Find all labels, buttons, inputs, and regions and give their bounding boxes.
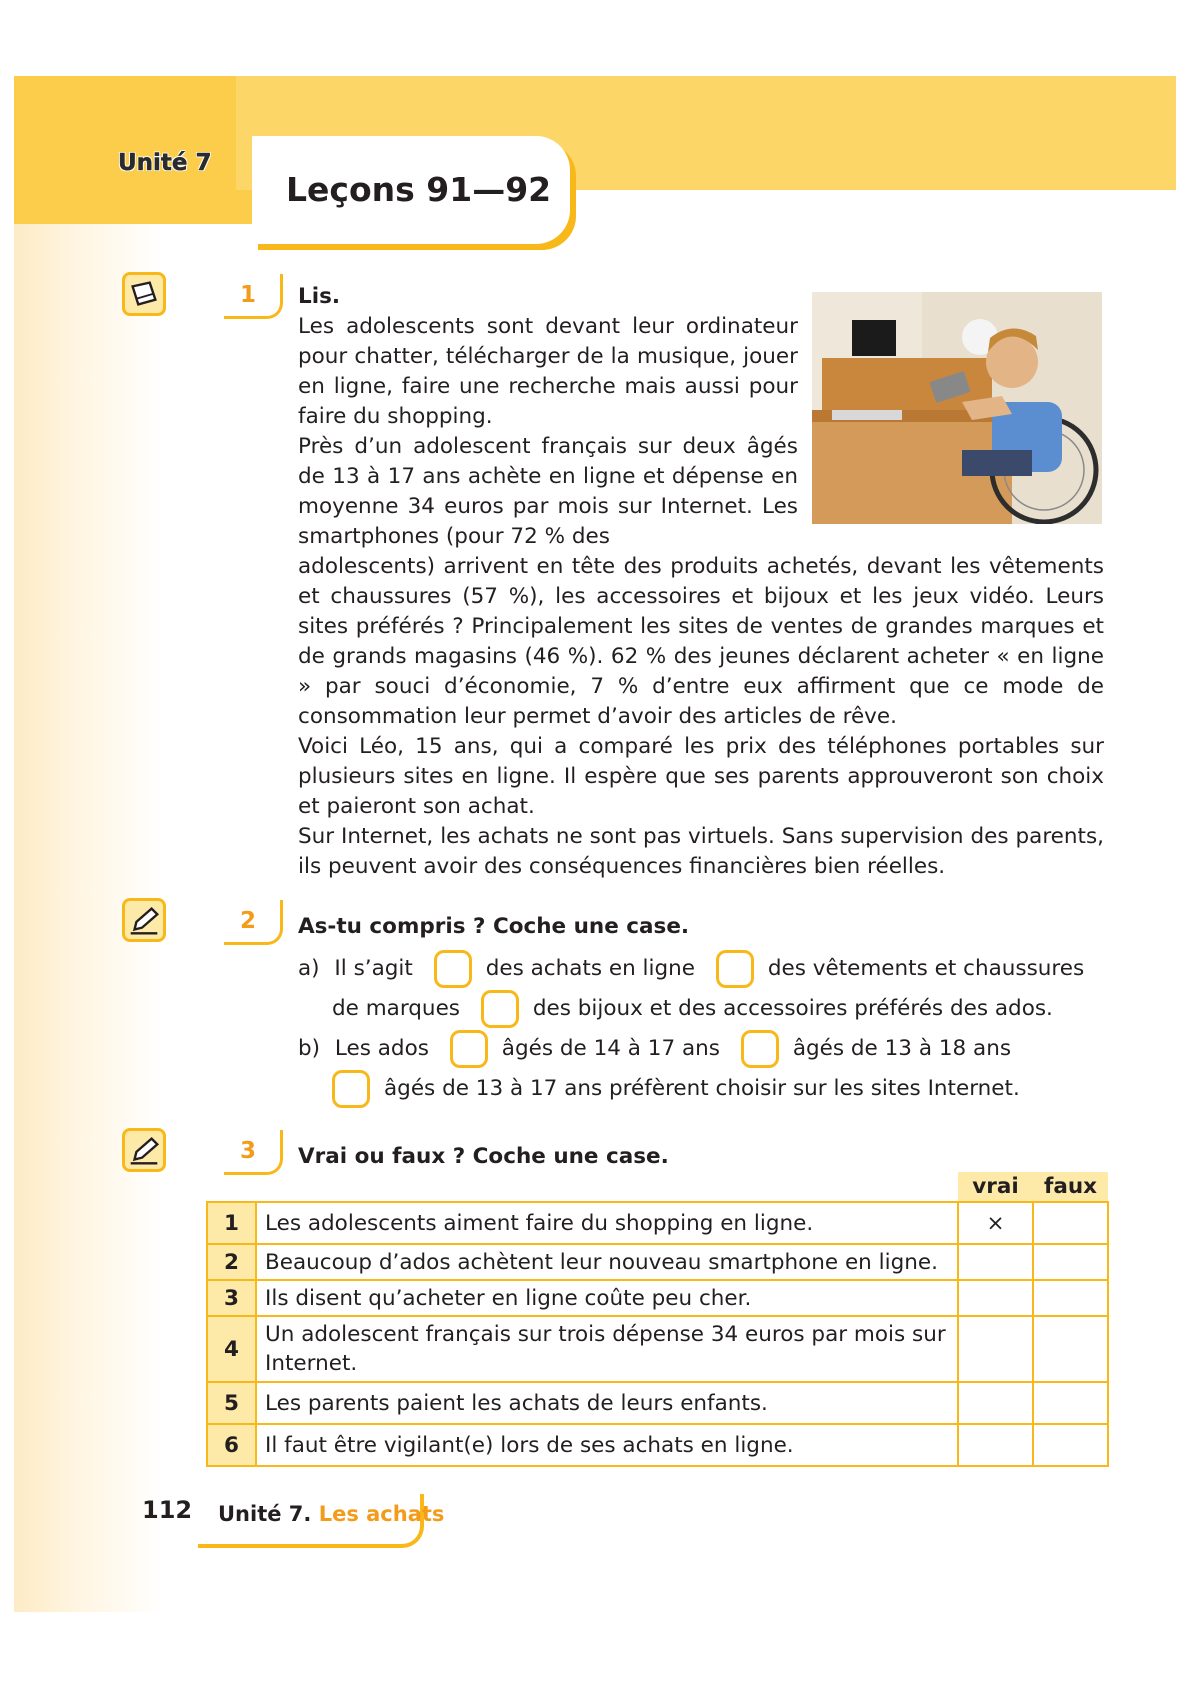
lesson-title: Leçons 91—92 <box>286 170 552 209</box>
pencil-icon <box>122 1128 166 1172</box>
exercise-1-paragraph-1: Les adolescents sont devant leur ordinateur pour chatter, télécharger de la musique, jouer en ligne, faire une recherche mais aussi pour faire du shopping. <box>298 314 798 429</box>
column-header-vrai: vrai <box>958 1172 1033 1202</box>
option-a-3: des bijoux et des accessoires préférés des ados. <box>532 996 1053 1021</box>
question-b-prefix: Les ados <box>334 1036 429 1061</box>
exercise-1-instruction: Lis. <box>298 284 341 309</box>
column-header-faux: faux <box>1033 1172 1108 1202</box>
cell-vrai[interactable] <box>958 1244 1033 1280</box>
option-a-2: des vêtements et chaussures <box>767 956 1085 981</box>
option-a-1: des achats en ligne <box>485 956 695 981</box>
table-row <box>207 1202 1108 1244</box>
page-number: 112 <box>142 1496 193 1524</box>
exercise-2-question-a-line-1 <box>298 950 1118 988</box>
footer-unit-title: Les achats <box>318 1502 445 1526</box>
cell-faux[interactable] <box>1033 1424 1108 1466</box>
cell-vrai[interactable] <box>958 1316 1033 1382</box>
row-statement: Beaucoup d’ados achètent leur nouveau smartphone en ligne. <box>256 1244 958 1280</box>
cell-vrai[interactable] <box>958 1280 1033 1316</box>
option-a-2-continued: de marques <box>332 996 460 1021</box>
row-statement: Il faut être vigilant(e) lors de ses achats en ligne. <box>256 1424 958 1466</box>
true-false-table <box>206 1172 1109 1467</box>
table-row <box>207 1280 1108 1316</box>
question-b-label: b) <box>298 1036 321 1061</box>
checkbox-b-13-17[interactable] <box>332 1070 370 1108</box>
exercise-1-number: 1 <box>240 282 257 308</box>
checkbox-b-13-18[interactable] <box>741 1030 779 1068</box>
row-statement: Un adolescent français sur trois dépense 34 euros par mois sur Internet. <box>256 1316 958 1382</box>
row-statement: Les adolescents aiment faire du shopping en ligne. <box>256 1202 958 1244</box>
question-a-prefix: Il s’agit <box>334 956 413 981</box>
table-row <box>207 1316 1108 1382</box>
exercise-1-paragraph-2-bottom: adolescents) arrivent en tête des produits achetés, devant les vêtements et chaussures (57 %), les accessoires et bijoux et les jeux vidéo. Leurs sites préférés ? Principalement les sites de ventes de grandes marques et de grands magasins (46 %). 62 % des jeunes déclarent acheter « en ligne » par souci d’économie, 7 % d’entre eux affirment que ce mode de consommation leur permet d’avoir des articles de rêve. <box>298 554 1104 729</box>
exercise-3-instruction: Vrai ou faux ? Coche une case. <box>298 1144 669 1169</box>
exercise-3-number: 3 <box>240 1138 257 1164</box>
exercise-2-question-a-line-2 <box>332 990 1122 1028</box>
cell-faux[interactable] <box>1033 1280 1108 1316</box>
footer-unit-label: Unité 7. <box>218 1502 312 1526</box>
cell-vrai[interactable] <box>958 1424 1033 1466</box>
photo-boy-wheelchair-tablet <box>812 292 1102 524</box>
row-number: 4 <box>207 1316 256 1382</box>
exercise-1-paragraph-2-top: Près d’un adolescent français sur deux âgés de 13 à 17 ans achète en ligne et dépense en moyenne 34 euros par mois sur Internet. Les smartphones (pour 72 % des <box>298 434 798 549</box>
checkbox-a-clothes[interactable] <box>716 950 754 988</box>
table-header-row <box>207 1172 1108 1202</box>
exercise-2-instruction: As-tu compris ? Coche une case. <box>298 914 690 939</box>
row-number: 2 <box>207 1244 256 1280</box>
cell-faux[interactable] <box>1033 1382 1108 1424</box>
footer-unit <box>218 1502 444 1526</box>
table-row <box>207 1382 1108 1424</box>
checkbox-b-14-17[interactable] <box>450 1030 488 1068</box>
unit-tab: Unité 7 <box>118 150 212 176</box>
row-number: 6 <box>207 1424 256 1466</box>
checkbox-a-online-purchases[interactable] <box>434 950 472 988</box>
cell-faux[interactable] <box>1033 1202 1108 1244</box>
table-row <box>207 1244 1108 1280</box>
row-number: 1 <box>207 1202 256 1244</box>
exercise-1-paragraph-3: Voici Léo, 15 ans, qui a comparé les prix des téléphones portables sur plusieurs sites en ligne. Il espère que ses parents approuveront son choix et paieront son achat. <box>298 734 1104 819</box>
cell-vrai[interactable] <box>958 1382 1033 1424</box>
book-icon <box>122 272 166 316</box>
exercise-1-paragraph-4: Sur Internet, les achats ne sont pas virtuels. Sans supervision des parents, ils peuvent avoir des conséquences financières bien réelles. <box>298 824 1104 879</box>
row-statement: Ils disent qu’acheter en ligne coûte peu cher. <box>256 1280 958 1316</box>
exercise-2-number: 2 <box>240 908 257 934</box>
option-b-1: âgés de 14 à 17 ans <box>501 1036 720 1061</box>
exercise-2-question-b-line-1 <box>298 1030 1118 1068</box>
option-b-3: âgés de 13 à 17 ans préfèrent choisir sur les sites Internet. <box>384 1076 1020 1101</box>
cell-vrai[interactable]: × <box>958 1202 1033 1244</box>
cell-faux[interactable] <box>1033 1244 1108 1280</box>
option-b-2: âgés de 13 à 18 ans <box>792 1036 1012 1061</box>
cell-faux[interactable] <box>1033 1316 1108 1382</box>
row-number: 5 <box>207 1382 256 1424</box>
table-row <box>207 1424 1108 1466</box>
question-a-label: a) <box>298 956 320 981</box>
row-number: 3 <box>207 1280 256 1316</box>
row-statement: Les parents paient les achats de leurs enfants. <box>256 1382 958 1424</box>
checkbox-a-jewelry[interactable] <box>481 990 519 1028</box>
exercise-2-question-b-line-2 <box>318 1070 1118 1108</box>
pencil-icon <box>122 898 166 942</box>
